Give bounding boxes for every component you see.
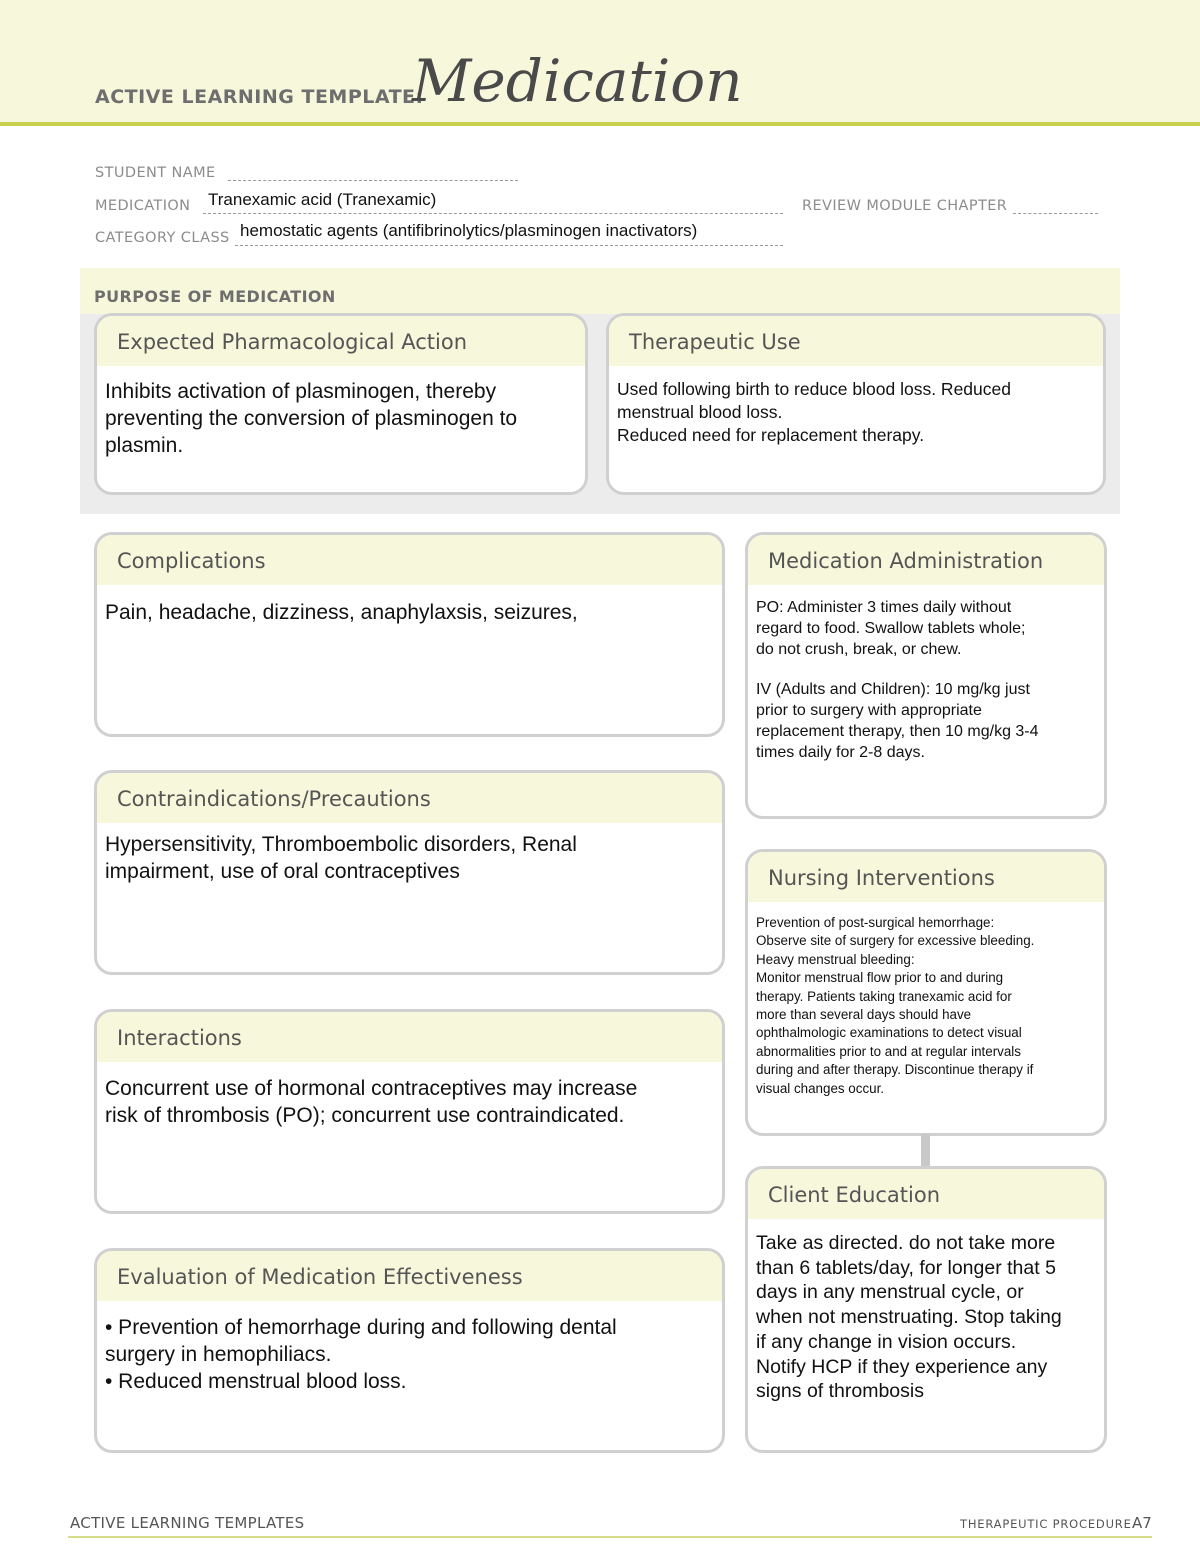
nursing-content[interactable] — [748, 902, 1104, 1098]
therapeutic-use-content[interactable] — [609, 366, 1103, 447]
expected-action-box — [94, 313, 588, 495]
medication-label: MEDICATION — [95, 198, 191, 214]
expected-action-text: Inhibits activation of plasminogen, thereby preventing the conversion of plasminogen to plasmin. — [105, 380, 518, 457]
expected-action-heading: Expected Pharmacological Action — [117, 330, 468, 354]
administration-iv-text: IV (Adults and Children): 10 mg/kg just prior to surgery with appropriate replacement therapy, then 10 mg/kg 3-4 times daily for 2-8 days. — [756, 681, 1039, 761]
administration-po-text: PO: Administer 3 times daily without regard to food. Swallow tablets whole; do not crush, break, or chew. — [756, 599, 1026, 658]
therapeutic-use-text: Used following birth to reduce blood loss. Reduced menstrual blood loss. Reduced need for replacement therapy. — [617, 379, 1011, 445]
footer-section: THERAPEUTIC PROCEDURE — [960, 1517, 1132, 1531]
interactions-heading: Interactions — [117, 1026, 242, 1050]
administration-header — [748, 535, 1104, 585]
nursing-header — [748, 852, 1104, 902]
client-education-content[interactable] — [748, 1219, 1104, 1404]
interactions-header — [97, 1012, 722, 1062]
footer-rule — [68, 1536, 1152, 1538]
complications-content[interactable] — [97, 585, 722, 626]
medication-field[interactable]: Tranexamic acid (Tranexamic) — [208, 190, 437, 209]
category-class-label: CATEGORY CLASS — [95, 230, 230, 246]
template-title: Medication — [412, 47, 743, 115]
nursing-box — [745, 849, 1107, 1136]
category-class-field[interactable]: hemostatic agents (antifibrinolytics/plasminogen inactivators) — [240, 221, 698, 240]
footer-left: ACTIVE LEARNING TEMPLATES — [70, 1514, 305, 1532]
footer-page-number: A7 — [1132, 1514, 1152, 1532]
expected-action-content[interactable] — [97, 366, 585, 459]
client-education-text: Take as directed. do not take more than 6 tablets/day, for longer that 5 days in any menstrual cycle, or when not menstruating. Stop taking if any change in vision occurs. Notify HCP if they experience any signs of thrombosis — [756, 1232, 1062, 1403]
complications-header — [97, 535, 722, 585]
evaluation-heading: Evaluation of Medication Effectiveness — [117, 1265, 523, 1289]
interactions-box — [94, 1009, 725, 1214]
interactions-text: Concurrent use of hormonal contraceptives may increase risk of thrombosis (PO); concurrent use contraindicated. — [105, 1077, 638, 1127]
contraindications-content[interactable] — [97, 823, 722, 885]
header-rule — [0, 122, 1200, 126]
therapeutic-use-heading: Therapeutic Use — [629, 330, 801, 354]
complications-text: Pain, headache, dizziness, anaphylaxsis, seizures, — [105, 601, 578, 624]
contraindications-heading: Contraindications/Precautions — [117, 787, 431, 811]
client-education-box — [745, 1166, 1107, 1453]
expected-action-header — [97, 316, 585, 366]
template-label: ACTIVE LEARNING TEMPLATE: — [95, 86, 424, 108]
student-name-line — [228, 180, 518, 181]
review-module-line — [1013, 213, 1098, 214]
administration-heading: Medication Administration — [768, 549, 1044, 573]
student-name-label: STUDENT NAME — [95, 165, 216, 181]
interactions-content[interactable] — [97, 1062, 722, 1129]
client-education-heading: Client Education — [768, 1183, 941, 1207]
complications-heading: Complications — [117, 549, 266, 573]
therapeutic-use-box — [606, 313, 1106, 495]
evaluation-box — [94, 1248, 725, 1453]
review-module-label: REVIEW MODULE CHAPTER — [802, 198, 1008, 214]
purpose-title: PURPOSE OF MEDICATION — [94, 287, 336, 306]
therapeutic-use-header — [609, 316, 1103, 366]
administration-content[interactable] — [748, 585, 1104, 763]
client-education-header — [748, 1169, 1104, 1219]
category-class-line — [235, 245, 783, 246]
evaluation-content[interactable] — [97, 1301, 722, 1395]
nursing-heading: Nursing Interventions — [768, 866, 995, 890]
nursing-text: Prevention of post-surgical hemorrhage: Observe site of surgery for excessive bleeding. Heavy menstrual bleeding: Monitor menstrual flow prior to and during therapy. Patients taking tranexamic acid for more than several days should have ophthalmologic examinations to detect visual abnormalities prior to and at regular intervals during and after therapy. Discontinue therapy if visual changes occur. — [756, 915, 1035, 1096]
connector-line — [921, 1134, 930, 1167]
contraindications-header — [97, 773, 722, 823]
administration-box — [745, 532, 1107, 819]
contraindications-box — [94, 770, 725, 975]
evaluation-text: • Prevention of hemorrhage during and following dental surgery in hemophiliacs. • Reduced menstrual blood loss. — [105, 1316, 617, 1393]
medication-line — [203, 213, 783, 214]
evaluation-header — [97, 1251, 722, 1301]
complications-box — [94, 532, 725, 737]
contraindications-text: Hypersensitivity, Thromboembolic disorders, Renal impairment, use of oral contraceptives — [105, 833, 577, 883]
